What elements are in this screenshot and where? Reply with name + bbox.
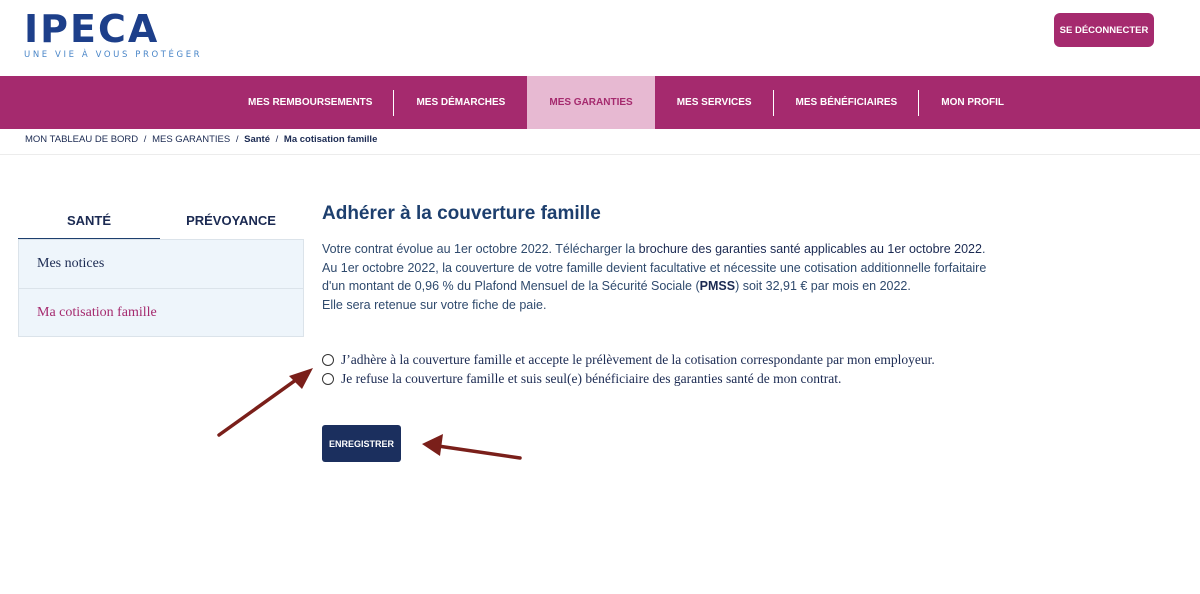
logo-tagline: UNE VIE À VOUS PROTÉGER: [24, 50, 203, 60]
sidebar-item-mes-notices[interactable]: Mes notices: [19, 240, 303, 288]
para-1-text: Votre contrat évolue au 1er octobre 2022. Télécharger la: [322, 242, 639, 256]
sidebar-item-ma-cotisation-famille[interactable]: Ma cotisation famille: [19, 288, 303, 336]
logout-button[interactable]: SE DÉCONNECTER: [1054, 13, 1154, 47]
option-adhere[interactable]: [322, 351, 935, 370]
save-button[interactable]: ENREGISTRER: [322, 425, 401, 462]
radio-adhere[interactable]: [322, 354, 334, 366]
brochure-link[interactable]: brochure des garanties santé applicables au 1er octobre 2022: [638, 242, 982, 256]
ipeca-logo[interactable]: [24, 7, 204, 60]
para-2-end: ) soit 32,91 € par mois en 2022.: [735, 279, 911, 293]
breadcrumb-separator: /: [235, 134, 239, 145]
tab-prevoyance[interactable]: PRÉVOYANCE: [186, 213, 276, 228]
option-refuse-label: Je refuse la couverture famille et suis seul(e) bénéficiaire des garanties santé de mon contrat.: [341, 370, 842, 386]
option-refuse[interactable]: [322, 370, 935, 389]
nav-item-mes-beneficiaires[interactable]: MES BÉNÉFICIAIRES: [774, 76, 920, 129]
arrow-to-save-button-icon: [422, 434, 520, 458]
main-nav: [0, 76, 1200, 129]
page-title: Adhérer à la couverture famille: [322, 203, 601, 224]
breadcrumb-item-sante[interactable]: Santé: [244, 134, 270, 145]
option-adhere-label: J’adhère à la couverture famille et accepte le prélèvement de la cotisation correspondante par mon employeur.: [341, 352, 935, 368]
coverage-options: [322, 351, 935, 388]
nav-item-mes-services[interactable]: MES SERVICES: [655, 76, 774, 129]
para-3-text: Elle sera retenue sur votre fiche de paie.: [322, 297, 547, 312]
sidebar-tabs: [18, 208, 304, 240]
para-2-text: Au 1er octobre 2022, la couverture de votre famille devient facultative et nécessite une cotisation additionnelle forfaitaire d'un montant de 0,96 % du Plafond Mensuel de la Sécurité Sociale (: [322, 260, 987, 293]
breadcrumb-item-current: Ma cotisation famille: [283, 134, 378, 145]
contract-info-text: [322, 240, 992, 314]
sidebar-menu: [18, 239, 304, 337]
arrow-to-options-icon: [219, 368, 313, 435]
radio-refuse[interactable]: [322, 373, 334, 385]
nav-item-mes-demarches[interactable]: MES DÉMARCHES: [416, 97, 506, 108]
nav-item-mon-profil[interactable]: MON PROFIL: [941, 97, 1005, 108]
breadcrumb-separator: /: [275, 134, 279, 145]
nav-item-mes-garanties[interactable]: MES GARANTIES: [527, 76, 654, 129]
pmss-abbr: PMSS: [699, 279, 736, 293]
tab-sante[interactable]: SANTÉ: [18, 208, 160, 240]
logo-text: IPECA: [24, 7, 160, 51]
header: [0, 0, 1200, 76]
para-1-end: .: [981, 242, 986, 256]
breadcrumb-item-mes-garanties[interactable]: MES GARANTIES: [152, 134, 231, 145]
breadcrumb-item-tableau-de-bord[interactable]: MON TABLEAU DE BORD: [25, 134, 139, 145]
header-divider: [0, 154, 1200, 155]
nav-list: [226, 76, 1026, 129]
nav-item-mes-remboursements[interactable]: MES REMBOURSEMENTS: [226, 76, 394, 129]
breadcrumb-separator: /: [143, 134, 147, 145]
breadcrumb: [25, 134, 377, 145]
